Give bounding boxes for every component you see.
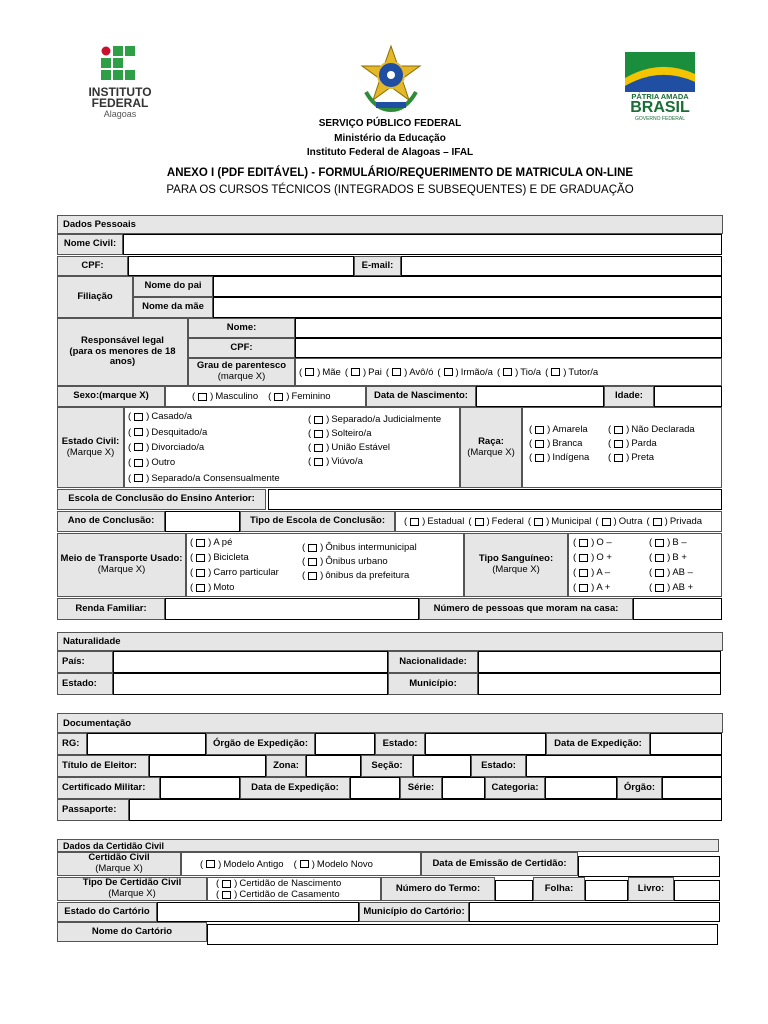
tipo-sanguineo-label [464,533,568,597]
tipo-sanguineo-options-b [646,533,722,597]
transporte-options-b [298,533,464,597]
option-label: Certidão de Nascimento [239,878,342,889]
option-label: Estadual [427,516,465,527]
estado-cartorio-input[interactable] [157,902,359,922]
sexo-option-masculino[interactable]: ( ) Masculino [192,391,258,402]
grau-parentesco-options [295,358,722,386]
option-label: Outra [618,516,643,527]
coat-of-arms [356,44,426,114]
grau-parentesco-note: (marque X) [217,371,266,382]
estado-cartorio-label: Estado do Cartório [57,902,157,922]
checkbox-icon[interactable] [308,572,317,580]
estado-civil-divorciado[interactable]: ( ) Divorciado/a [128,442,299,453]
checkbox-icon[interactable] [535,426,544,434]
cpf-input[interactable] [128,256,354,276]
checkbox-icon[interactable] [579,569,588,577]
checkbox-icon[interactable] [579,584,588,592]
checkbox-icon[interactable] [206,860,215,868]
checkbox-icon[interactable] [134,474,143,482]
nacionalidade-input[interactable] [478,651,721,673]
orgao-input[interactable] [662,777,722,799]
resp-nome-input[interactable] [295,318,722,338]
checkbox-icon[interactable] [222,880,231,888]
resp-cpf-label: CPF: [188,338,295,358]
option-label: Moto [213,582,235,593]
email-label: E-mail: [354,256,401,276]
transporte-onibus-intermunicipal[interactable]: ( ) Ônibus intermunicipal [302,542,459,553]
cert-militar-input[interactable] [160,777,240,799]
checkbox-icon[interactable] [534,518,543,526]
rg-input[interactable] [87,733,206,755]
grau-option-label: Pai [368,366,382,378]
raca-options-a [522,407,602,488]
option-label: AB + [672,582,694,593]
tipo-escola-municipal[interactable]: ( ) Municipal [528,516,591,527]
raca-options-b [602,407,722,488]
checkbox-icon[interactable] [579,539,588,547]
grau-option-label: Mãe [322,366,341,378]
nascimento-input[interactable] [476,386,604,407]
nome-pai-input[interactable] [213,276,722,297]
option-label: Divorciado/a [151,441,205,453]
nascimento-label: Data de Nascimento: [366,386,476,407]
modelo-novo[interactable]: ( ) Modelo Novo [294,859,373,870]
tipo-sanguineo-options-a [568,533,646,597]
option-label: Não Declarada [631,424,695,435]
option-label: Separado/a Consensualmente [151,472,280,484]
municipio-input[interactable] [478,673,721,695]
option-label: Ônibus urbano [325,556,388,567]
raca-note: (Marque X) [467,446,515,458]
sexo-option-label: Feminino [291,391,331,402]
folha-label: Folha: [533,877,585,901]
responsavel-legal-note: (para os menores de 18 anos) [69,345,176,368]
cert-militar-label: Certificado Militar: [57,777,160,799]
filiacao-label: Filiação [57,276,133,318]
checkbox-icon[interactable] [134,413,143,421]
estado-titulo-input[interactable] [526,755,722,777]
option-label: Preta [631,452,655,463]
idade-input[interactable] [654,386,722,407]
transporte-onibus-urbano[interactable]: ( ) Ônibus urbano [302,556,459,567]
option-label: ônibus da prefeitura [325,570,410,581]
transporte-a-pe[interactable]: ( ) A pé [190,537,295,548]
ano-conclusao-label: Ano de Conclusão: [57,511,165,532]
estado-civil-note: (Marque X) [66,446,115,458]
raca-title: Raça: [478,435,504,447]
option-label: A + [596,582,611,593]
option-label: Separado/a Judicialmente [331,414,442,425]
checkbox-icon[interactable] [535,440,544,448]
section-documentacao: Documentação [57,713,723,733]
tipo-certidao-label [57,877,207,901]
checkbox-icon[interactable] [444,368,453,376]
option-label: Modelo Antigo [223,858,284,870]
estado-civil-separado-consensual[interactable]: ( ) Separado/a Consensualmente [128,473,299,484]
tipo-sanguineo-note: (Marque X) [492,564,540,575]
coat-of-arms-icon [356,44,426,114]
estado-civil-desquitado[interactable]: ( ) Desquitado/a [128,427,299,438]
raca-amarela[interactable]: ( ) Amarela [529,424,596,435]
checkbox-icon[interactable] [305,368,314,376]
nome-mae-input[interactable] [213,297,722,318]
idade-label: Idade: [604,386,654,407]
ifal-logo [80,44,160,124]
checkbox-icon[interactable] [351,368,360,376]
nome-pai-label: Nome do pai [133,276,213,297]
renda-input[interactable] [165,598,419,620]
section-naturalidade: Naturalidade [57,632,723,651]
transporte-carro[interactable]: ( ) Carro particular [190,567,295,578]
estado-civil-options-a [124,407,302,488]
renda-label: Renda Familiar: [57,598,165,620]
grau-option-label: Irmão/a [460,366,493,378]
option-label: A pé [213,537,233,548]
option-label: O – [596,537,612,548]
option-label: O + [596,552,612,563]
option-label: Desquitado/a [151,426,208,438]
option-label: Ônibus intermunicipal [325,542,417,553]
checkbox-icon[interactable] [134,428,143,436]
estado-civil-uniao[interactable]: ( ) União Estável [308,442,453,453]
certidao-casamento[interactable]: ( ) Certidão de Casamento [216,889,372,900]
categoria-input[interactable] [545,777,617,799]
grau-option-tio[interactable]: ( ) Tio/a [497,367,541,378]
checkbox-icon[interactable] [314,458,323,466]
form-subtitle: PARA OS CURSOS TÉCNICOS (INTEGRADOS E SUBSEQUENTES) E DE GRADUAÇÃO [166,184,634,196]
resp-cpf-input[interactable] [295,338,722,358]
checkbox-icon[interactable] [410,518,419,526]
brasil-logo-line1: PÁTRIA AMADA [631,92,689,101]
option-label: Parda [631,438,657,449]
municipio-cartorio-label: Município do Cartório: [359,902,469,922]
sangue-o-neg[interactable]: ( ) O – [573,537,642,548]
grau-option-label: Avô/ó [409,366,434,378]
checkbox-icon[interactable] [614,454,623,462]
checkbox-icon[interactable] [196,569,205,577]
checkbox-icon[interactable] [655,584,664,592]
transporte-title: Meio de Transporte Usado: [60,553,183,565]
data-emissao-label: Data de Emissão de Certidão: [421,852,578,876]
estado-nat-label: Estado: [57,673,113,695]
option-label: Solteiro/a [331,428,372,439]
estado-civil-options-b [302,407,460,488]
sangue-o-pos[interactable]: ( ) O + [573,552,642,563]
checkbox-icon[interactable] [196,554,205,562]
orgao-label: Órgão: [617,777,662,799]
certidao-nascimento[interactable]: ( ) Certidão de Nascimento [216,878,372,889]
zona-label: Zona: [266,755,306,777]
escola-input[interactable] [268,489,722,510]
sexo-option-feminino[interactable]: ( ) Feminino [268,391,330,402]
data-expedicao-input[interactable] [650,733,722,755]
tipo-certidao-options [207,877,381,901]
responsavel-legal-title: Responsável legal [81,334,164,346]
checkbox-icon[interactable] [655,539,664,547]
grau-option-tutor[interactable]: ( ) Tutor/a [545,367,598,378]
checkbox-icon[interactable] [198,393,207,401]
titulo-eleitor-input[interactable] [149,755,266,777]
secao-label: Seção: [361,755,413,777]
estado-civil-viuvo[interactable]: ( ) Viúvo/a [308,456,453,467]
orgao-expedicao-input[interactable] [315,733,375,755]
checkbox-icon[interactable] [196,584,205,592]
checkbox-icon[interactable] [314,416,323,424]
estado-titulo-label: Estado: [471,755,526,777]
sangue-a-pos[interactable]: ( ) A + [573,582,642,593]
estado-civil-separado-judicial[interactable]: ( ) Separado/a Judicialmente [308,414,453,425]
grau-option-irmao[interactable]: ( ) Irmão/a [437,367,493,378]
escola-label: Escola de Conclusão do Ensino Anterior: [57,489,266,510]
option-label: AB – [672,567,693,578]
sexo-option-label: Masculino [215,391,259,402]
grau-option-pai[interactable]: ( ) Pai [345,367,382,378]
raca-nao-declarada[interactable]: ( ) Não Declarada [608,424,715,435]
tipo-escola-estadual[interactable]: ( ) Estadual [404,516,464,527]
pessoas-casa-label: Número de pessoas que moram na casa: [419,598,633,620]
transporte-moto[interactable]: ( ) Moto [190,582,295,593]
ifal-logo-mark [101,46,139,86]
pais-label: País: [57,651,113,673]
transporte-label [57,533,186,597]
option-label: Amarela [552,424,588,435]
checkbox-icon[interactable] [308,544,317,552]
transporte-options-a [186,533,298,597]
pais-input[interactable] [113,651,388,673]
checkbox-icon[interactable] [222,891,231,899]
ano-conclusao-input[interactable] [165,511,240,532]
secao-input[interactable] [413,755,471,777]
checkbox-icon[interactable] [475,518,484,526]
option-label: B – [672,537,687,548]
grau-parentesco-label [188,358,295,386]
nome-civil-input[interactable] [123,234,722,255]
zona-input[interactable] [306,755,361,777]
grau-option-label: Tio/a [520,366,542,378]
certidao-civil-label [57,852,181,876]
sexo-label: Sexo:(marque X) [57,386,165,407]
checkbox-icon[interactable] [579,554,588,562]
option-label: Bicicleta [213,552,249,563]
checkbox-icon[interactable] [535,454,544,462]
option-label: Municipal [551,516,592,527]
email-input[interactable] [401,256,722,276]
folha-input[interactable] [585,880,628,901]
checkbox-icon[interactable] [134,459,143,467]
tipo-certidao-note: (Marque X) [108,888,156,899]
estado-rg-input[interactable] [425,733,546,755]
tipo-certidao-title: Tipo De Certidão Civil [82,877,182,889]
tipo-sanguineo-title: Tipo Sanguíneo: [478,553,554,565]
estado-civil-outro[interactable]: ( ) Outro [128,457,299,468]
serie-label: Série: [400,777,442,799]
option-label: Outro [151,457,176,469]
checkbox-icon[interactable] [196,539,205,547]
raca-parda[interactable]: ( ) Parda [608,438,715,449]
transporte-bicicleta[interactable]: ( ) Bicicleta [190,552,295,563]
checkbox-icon[interactable] [602,518,611,526]
option-label: União Estável [331,442,390,453]
option-label: Viúvo/a [331,456,363,467]
resp-nome-label: Nome: [188,318,295,338]
form-title: ANEXO I (PDF EDITÁVEL) - FORMULÁRIO/REQUERIMENTO DE MATRICULA ON-LINE [166,167,634,179]
nome-cartorio-label: Nome do Cartório [57,922,207,942]
nome-civil-label: Nome Civil: [57,234,123,255]
raca-indigena[interactable]: ( ) Indígena [529,452,596,463]
raca-branca[interactable]: ( ) Branca [529,438,596,449]
header-line2: Ministério da Educação [334,133,446,144]
sexo-options [165,386,366,407]
estado-civil-label [57,407,124,488]
modelo-antigo[interactable]: ( ) Modelo Antigo [200,859,284,870]
responsavel-legal-label [57,318,188,386]
option-label: B + [672,552,687,563]
data-emissao-input[interactable] [578,856,720,877]
nome-mae-label: Nome da mãe [133,297,213,318]
checkbox-icon[interactable] [503,368,512,376]
cpf-label: CPF: [57,256,128,276]
livro-label: Livro: [628,877,674,901]
sangue-b-pos[interactable]: ( ) B + [649,552,718,563]
grau-parentesco-title: Grau de parentesco [196,360,287,372]
checkbox-icon[interactable] [655,554,664,562]
section-dados-pessoais: Dados Pessoais [57,215,723,234]
grau-option-mae[interactable]: ( ) Mãe [299,367,341,378]
tipo-escola-privada[interactable]: ( ) Privada [646,516,702,527]
tipo-escola-options [395,511,722,532]
municipio-label: Município: [388,673,478,695]
checkbox-icon[interactable] [314,444,323,452]
data-expedicao2-label: Data de Expedição: [240,777,350,799]
data-expedicao2-input[interactable] [350,777,400,799]
estado-civil-solteiro[interactable]: ( ) Solteiro/a [308,428,453,439]
municipio-cartorio-input[interactable] [469,902,720,922]
estado-civil-casado[interactable]: ( ) Casado/a [128,411,299,422]
passaporte-label: Passaporte: [57,799,129,821]
option-label: Carro particular [213,567,279,578]
checkbox-icon[interactable] [134,443,143,451]
transporte-note: (Marque X) [97,564,146,575]
brasil-logo-line3: GOVERNO FEDERAL [634,116,685,122]
option-label: Federal [491,516,524,527]
serie-input[interactable] [442,777,485,799]
checkbox-icon[interactable] [300,860,309,868]
certidao-civil-title: Certidão Civil [88,852,150,864]
brasil-logo-mark [625,52,695,92]
header-line3: Instituto Federal de Alagoas – IFAL [306,147,474,158]
nome-cartorio-input[interactable] [207,924,718,945]
ifal-logo-line3: Alagoas [103,109,137,119]
checkbox-icon[interactable] [614,426,623,434]
ifal-logo-line2: FEDERAL [91,96,149,110]
estado-nat-input[interactable] [113,673,388,695]
checkbox-icon[interactable] [274,393,283,401]
estado-rg-label: Estado: [375,733,425,755]
orgao-expedicao-label: Órgão de Expedição: [206,733,315,755]
sangue-b-neg[interactable]: ( ) B – [649,537,718,548]
checkbox-icon[interactable] [308,558,317,566]
categoria-label: Categoria: [485,777,545,799]
brasil-logo-line2: BRASIL [630,99,690,116]
checkbox-icon[interactable] [614,440,623,448]
pessoas-casa-input[interactable] [633,598,722,620]
numero-termo-input[interactable] [495,880,533,901]
sangue-ab-neg[interactable]: ( ) AB – [649,567,718,578]
sangue-ab-pos[interactable]: ( ) AB + [649,582,718,593]
tipo-escola-outra[interactable]: ( ) Outra [595,516,642,527]
certidao-modelo-options [181,852,421,876]
tipo-escola-federal[interactable]: ( ) Federal [468,516,524,527]
option-label: A – [596,567,611,578]
rg-label: RG: [57,733,87,755]
header-line1: SERVIÇO PÚBLICO FEDERAL [318,118,462,129]
nacionalidade-label: Nacionalidade: [388,651,478,673]
ifal-logo-line1: INSTITUTO [88,85,152,99]
option-label: Modelo Novo [316,858,373,870]
raca-preta[interactable]: ( ) Preta [608,452,715,463]
checkbox-icon[interactable] [655,569,664,577]
tipo-escola-label: Tipo de Escola de Conclusão: [240,511,395,532]
data-expedicao-label: Data de Expedição: [546,733,650,755]
titulo-eleitor-label: Título de Eleitor: [57,755,149,777]
option-label: Casado/a [151,411,193,423]
transporte-onibus-prefeitura[interactable]: ( ) ônibus da prefeitura [302,570,459,581]
checkbox-icon[interactable] [653,518,662,526]
livro-input[interactable] [674,880,720,901]
option-label: Privada [669,516,703,527]
brasil-logo [624,52,696,122]
option-label: Certidão de Casamento [239,889,340,900]
option-label: Indígena [552,452,590,463]
certidao-civil-note: (Marque X) [95,863,143,874]
raca-label [460,407,522,488]
passaporte-input[interactable] [129,799,722,821]
sangue-a-neg[interactable]: ( ) A – [573,567,642,578]
numero-termo-label: Número do Termo: [381,877,495,901]
checkbox-icon[interactable] [392,368,401,376]
section-certidao: Dados da Certidão Civil [57,839,719,852]
checkbox-icon[interactable] [314,430,323,438]
grau-option-avo[interactable]: ( ) Avô/ó [386,367,433,378]
checkbox-icon[interactable] [551,368,560,376]
option-label: Branca [552,438,583,449]
estado-civil-title: Estado Civil: [61,435,120,447]
grau-option-label: Tutor/a [568,366,599,378]
